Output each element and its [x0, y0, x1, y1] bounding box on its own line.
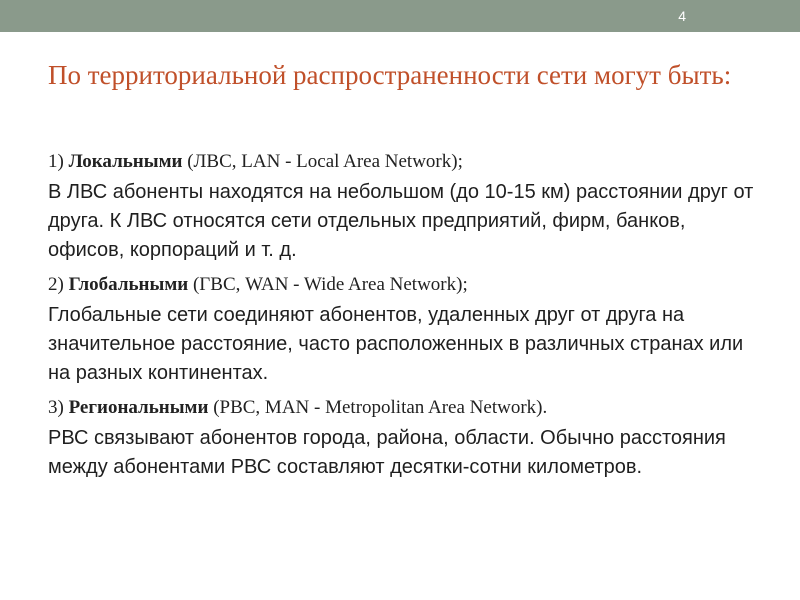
item-detail: (ЛВС, LAN - Local Area Network); [182, 151, 463, 172]
item-term: Глобальными [68, 274, 189, 295]
item-detail: (РВС, MAN - Metropolitan Area Network). [208, 397, 548, 418]
item-heading-local [48, 146, 760, 178]
header-bar [0, 0, 800, 32]
item-detail: (ГВС, WAN - Wide Area Network); [188, 274, 468, 295]
item-text-regional: РВС связывают абонентов города, района, области. Обычно расстояния между абонентами РВС составляют десятки-сотни километров. [48, 427, 726, 478]
item-heading-global [48, 269, 760, 301]
item-text-global: Глобальные сети соединяют абонентов, удаленных друг от друга на значительное расстояние, часто расположенных в различных странах или на разных континентах. [48, 304, 744, 384]
slide-number: 4 [678, 8, 686, 24]
item-number: 3) [48, 397, 69, 418]
item-number: 2) [48, 274, 69, 295]
item-term: Региональными [68, 397, 209, 418]
item-text-local: В ЛВС абоненты находятся на небольшом (до 10-15 км) расстоянии друг от друга. К ЛВС относятся сети отдельных предприятий, фирм, банков, офисов, корпораций и т. д. [48, 181, 754, 261]
item-term: Локальными [68, 151, 183, 172]
item-heading-regional [48, 392, 760, 424]
slide-title: По территориальной распространенности сети могут быть: [48, 60, 732, 90]
item-number: 1) [48, 151, 69, 172]
slide-content [48, 146, 760, 486]
